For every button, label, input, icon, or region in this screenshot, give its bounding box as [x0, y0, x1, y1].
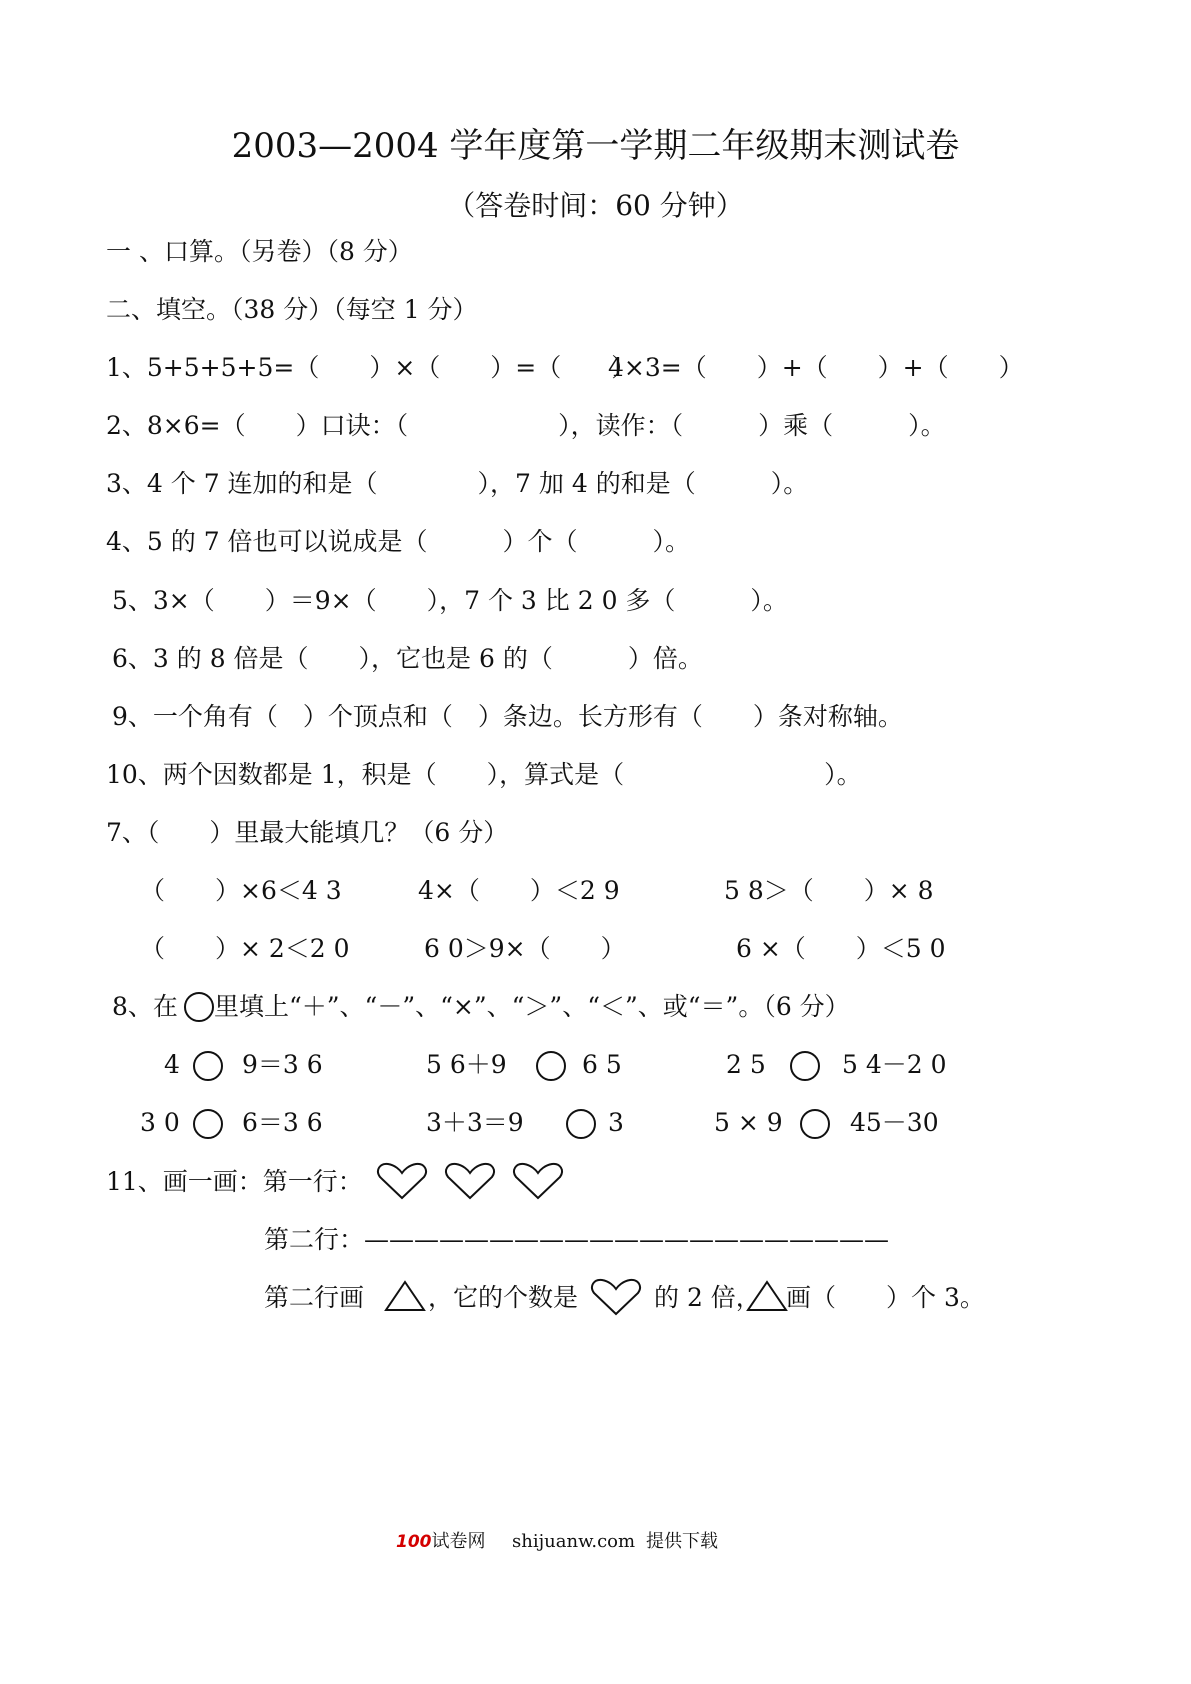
q11-row3-part-b: ，它的个数是 — [428, 1283, 579, 1312]
page-title: 2003—2004 学年度第一学期二年级期末测试卷 — [231, 126, 960, 166]
blank-circle-icon — [184, 992, 214, 1022]
q11-second-row: 第二行：————————————————————— — [264, 1225, 890, 1254]
section-oral-calc: 一 、口算。（另卷）（8 分） — [106, 237, 413, 266]
footer-domain[interactable]: shijuanw.com — [512, 1531, 636, 1552]
blank-circle-icon — [800, 1109, 830, 1139]
q8-item-2-left: 5 6＋9 — [426, 1050, 507, 1079]
question-1b: 4×3=（ ）+（ ）+（ ） — [608, 353, 1024, 382]
question-5: 5、3×（ ）＝9×（ ），7 个 3 比 2 0 多（ ）。 — [112, 586, 788, 615]
footer-brand — [396, 1530, 486, 1554]
q7-item-2: 4×（ ）＜2 9 — [418, 876, 620, 905]
question-2: 2、8×6=（ ）口诀：（ ），读作：（ ）乘（ ）。 — [106, 411, 946, 440]
q11-row3-part-c: 的 2 倍， — [654, 1283, 761, 1312]
question-9: 9、一个角有（ ）个顶点和（ ）条边。长方形有（ ）条对称轴。 — [112, 702, 903, 731]
q8-item-1-right: 9＝3 6 — [242, 1050, 323, 1079]
q8-item-2-right: 6 5 — [582, 1050, 622, 1079]
q8-item-4-left: 3 0 — [140, 1108, 180, 1137]
blank-circle-icon — [536, 1051, 566, 1081]
q7-item-3: 5 8＞（ ）× 8 — [724, 876, 934, 905]
q8-item-6-right: 45－30 — [850, 1108, 939, 1137]
heart-icon — [512, 1162, 564, 1200]
footer-note: 提供下载 — [646, 1531, 718, 1552]
question-3: 3、4 个 7 连加的和是（ ），7 加 4 的和是（ ）。 — [106, 469, 809, 498]
q8-item-5-left: 3＋3＝9 — [426, 1108, 524, 1137]
blank-circle-icon — [193, 1051, 223, 1081]
question-6: 6、3 的 8 倍是（ ），它也是 6 的（ ）倍。 — [112, 644, 703, 673]
question-8-prefix: 8、在 — [112, 992, 178, 1021]
triangle-icon — [384, 1280, 426, 1312]
q11-row3-part-a: 第二行画 — [264, 1283, 365, 1312]
q8-item-3-right: 5 4－2 0 — [842, 1050, 947, 1079]
q8-item-3-left: 2 5 — [726, 1050, 766, 1079]
footer-logo: 100 — [396, 1532, 432, 1552]
triangle-icon — [746, 1280, 788, 1312]
footer-site-name: 试卷网 — [431, 1531, 486, 1552]
q11-row3-part-d: 画（ ）个 3。 — [786, 1283, 985, 1312]
q8-item-4-right: 6＝3 6 — [242, 1108, 323, 1137]
page-subtitle: （答卷时间：60 分钟） — [447, 189, 744, 222]
section-fill-blanks: 二、填空。（38 分）（每空 1 分） — [106, 295, 478, 324]
q8-item-1-left: 4 — [164, 1050, 180, 1079]
q7-item-5: 6 0＞9×（ ） — [424, 934, 626, 963]
q8-item-6-left: 5 × 9 — [714, 1108, 783, 1137]
q8-item-5-right: 3 — [608, 1108, 624, 1137]
question-8-text: 里填上“＋”、“－”、“×”、“＞”、“＜”、或“＝”。（6 分） — [214, 992, 850, 1021]
q7-item-1: （ ）×6＜4 3 — [140, 876, 342, 905]
question-1a: 1、5+5+5+5=（ ）×（ ）=（ ） — [106, 353, 637, 382]
question-10: 10、两个因数都是 1，积是（ ），算式是（ ）。 — [106, 760, 862, 789]
q7-item-6: 6 ×（ ）＜5 0 — [736, 934, 946, 963]
blank-circle-icon — [566, 1109, 596, 1139]
blank-circle-icon — [193, 1109, 223, 1139]
blank-circle-icon — [790, 1051, 820, 1081]
q7-item-4: （ ）× 2＜2 0 — [140, 934, 350, 963]
heart-icon — [444, 1162, 496, 1200]
question-11: 11、画一画：第一行： — [106, 1167, 363, 1196]
heart-icon — [590, 1278, 642, 1316]
question-4: 4、5 的 7 倍也可以说成是（ ）个（ ）。 — [106, 527, 691, 556]
question-7: 7、（ ）里最大能填几？（6 分） — [106, 818, 509, 847]
heart-icon — [376, 1162, 428, 1200]
